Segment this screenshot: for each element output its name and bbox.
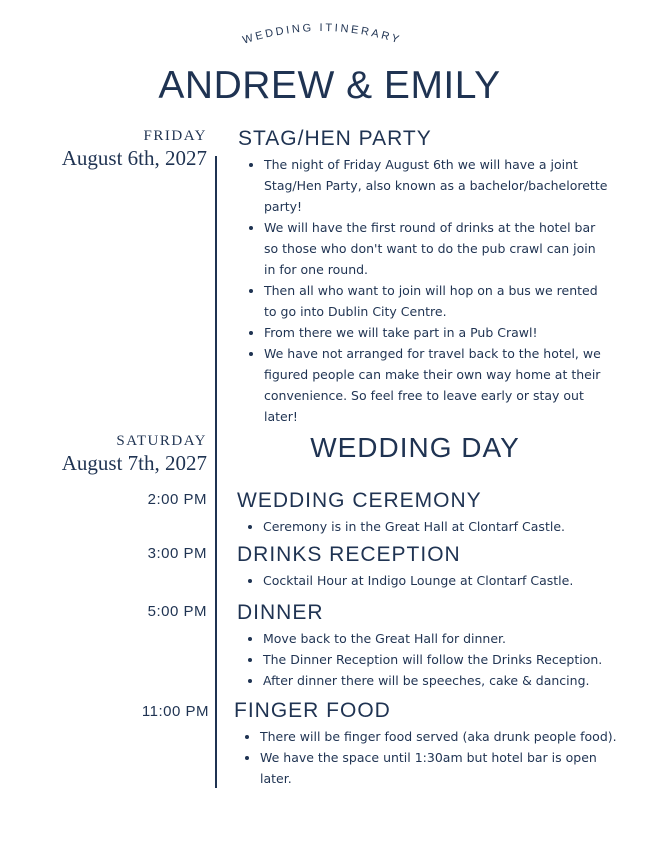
stag-hen-section — [238, 126, 608, 427]
list-item: • Ceremony is in the Great Hall at Clontarf Castle. — [263, 516, 617, 537]
drinks-list — [237, 570, 617, 591]
finger-food-time: 11:00 PM — [141, 703, 209, 720]
ceremony-time: 2:00 PM — [147, 491, 207, 508]
list-item: • Then all who want to join will hop on a bus we rented to go into Dublin City Centre. — [264, 280, 608, 322]
ceremony-section — [237, 488, 617, 537]
list-item: • There will be finger food served (aka drunk people food). — [260, 726, 619, 747]
friday-label — [62, 127, 207, 171]
svg-text:WEDDING ITINERARY — [241, 22, 402, 47]
timeline-divider — [215, 156, 217, 788]
stag-hen-title: STAG/HEN PARTY — [238, 127, 432, 150]
friday-date: August 6th, 2027 — [61, 146, 207, 170]
friday-dow: FRIDAY — [143, 128, 207, 144]
finger-food-section — [234, 698, 619, 789]
list-item: • From there we will take part in a Pub Crawl! — [264, 322, 608, 343]
ceremony-title: WEDDING CEREMONY — [237, 489, 482, 512]
saturday-date: August 7th, 2027 — [61, 451, 207, 475]
couple-names: ANDREW & EMILY — [158, 64, 501, 107]
saturday-label — [62, 432, 207, 476]
drinks-time: 3:00 PM — [147, 545, 207, 562]
list-item: • The night of Friday August 6th we will have a joint Stag/Hen Party, also known as a bachelor/bachelorette party! — [264, 154, 608, 217]
ceremony-list — [237, 516, 617, 537]
list-item: • The Dinner Reception will follow the Drinks Reception. — [263, 649, 617, 670]
list-item: • We have not arranged for travel back to the hotel, we figured people can make their own way home at their convenience. So feel free to leave early or stay out later! — [264, 343, 608, 427]
list-item: • We have the space until 1:30am but hotel bar is open later. — [260, 747, 619, 789]
list-item: • Move back to the Great Hall for dinner. — [263, 628, 617, 649]
dinner-time: 5:00 PM — [147, 603, 207, 620]
itinerary-subtitle: WEDDING ITINERARY — [241, 21, 403, 47]
list-item: • We will have the first round of drinks at the hotel bar so those who don't want to do the pub crawl can join in for one round. — [264, 217, 608, 280]
list-item: • After dinner there will be speeches, cake & dancing. — [263, 670, 617, 691]
dinner-title: DINNER — [237, 601, 324, 624]
stag-hen-list — [238, 154, 608, 427]
dinner-list — [237, 628, 617, 691]
dinner-section — [237, 600, 617, 691]
list-item: • Cocktail Hour at Indigo Lounge at Clontarf Castle. — [263, 570, 617, 591]
finger-food-title: FINGER FOOD — [234, 699, 391, 722]
wedding-day-title: WEDDING DAY — [310, 432, 520, 463]
finger-food-list — [234, 726, 619, 789]
drinks-title: DRINKS RECEPTION — [237, 543, 461, 566]
drinks-section — [237, 542, 617, 591]
saturday-dow: SATURDAY — [116, 433, 207, 449]
